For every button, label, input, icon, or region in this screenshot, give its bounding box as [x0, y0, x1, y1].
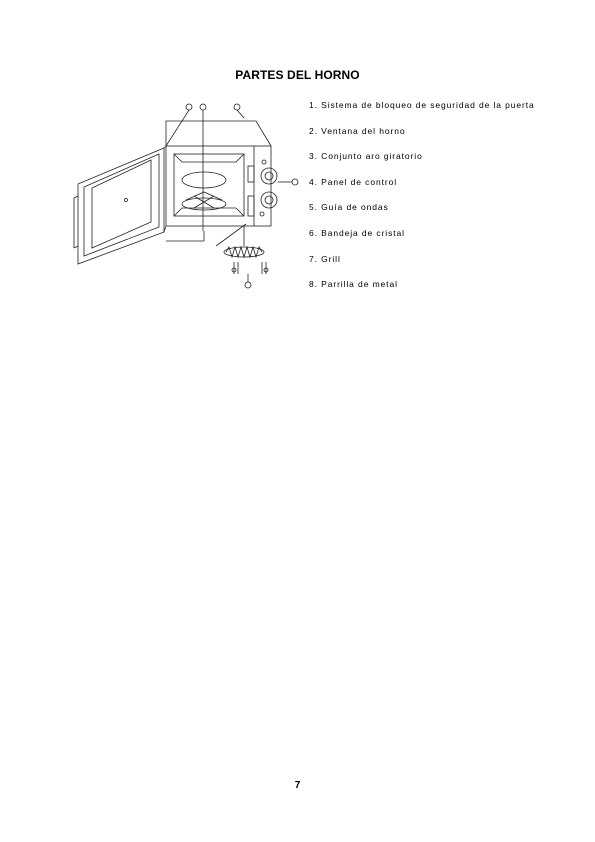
list-item: 1. Sistema de bloqueo de seguridad de la puerta [309, 100, 535, 110]
list-item: 6. Bandeja de cristal [309, 227, 405, 238]
page-title: PARTES DEL HORNO [235, 68, 360, 82]
list-item: 5. Guía de ondas [309, 202, 389, 213]
callout-marker-3 [234, 104, 240, 110]
list-item: 7. Grill [309, 253, 341, 264]
control-knob-power [261, 192, 277, 208]
page-number: 7 [294, 780, 301, 791]
list-item: 3. Conjunto aro giratorio [309, 151, 423, 162]
grill-element [224, 226, 264, 257]
turntable-ring [182, 172, 226, 188]
metal-rack [232, 262, 268, 288]
callout-marker-4 [292, 179, 298, 185]
parts-list [309, 99, 535, 304]
callout-marker-8 [245, 282, 251, 288]
callout-marker-1 [186, 104, 192, 110]
microwave-oven-parts-diagram [66, 96, 306, 296]
callout-marker-2 [200, 104, 206, 110]
list-item: 2. Ventana del horno [309, 125, 406, 136]
list-item: 8. Parrilla de metal [309, 279, 398, 290]
oven-window [92, 160, 151, 248]
control-knob-timer [261, 168, 277, 184]
list-item: 4. Panel de control [309, 176, 397, 187]
